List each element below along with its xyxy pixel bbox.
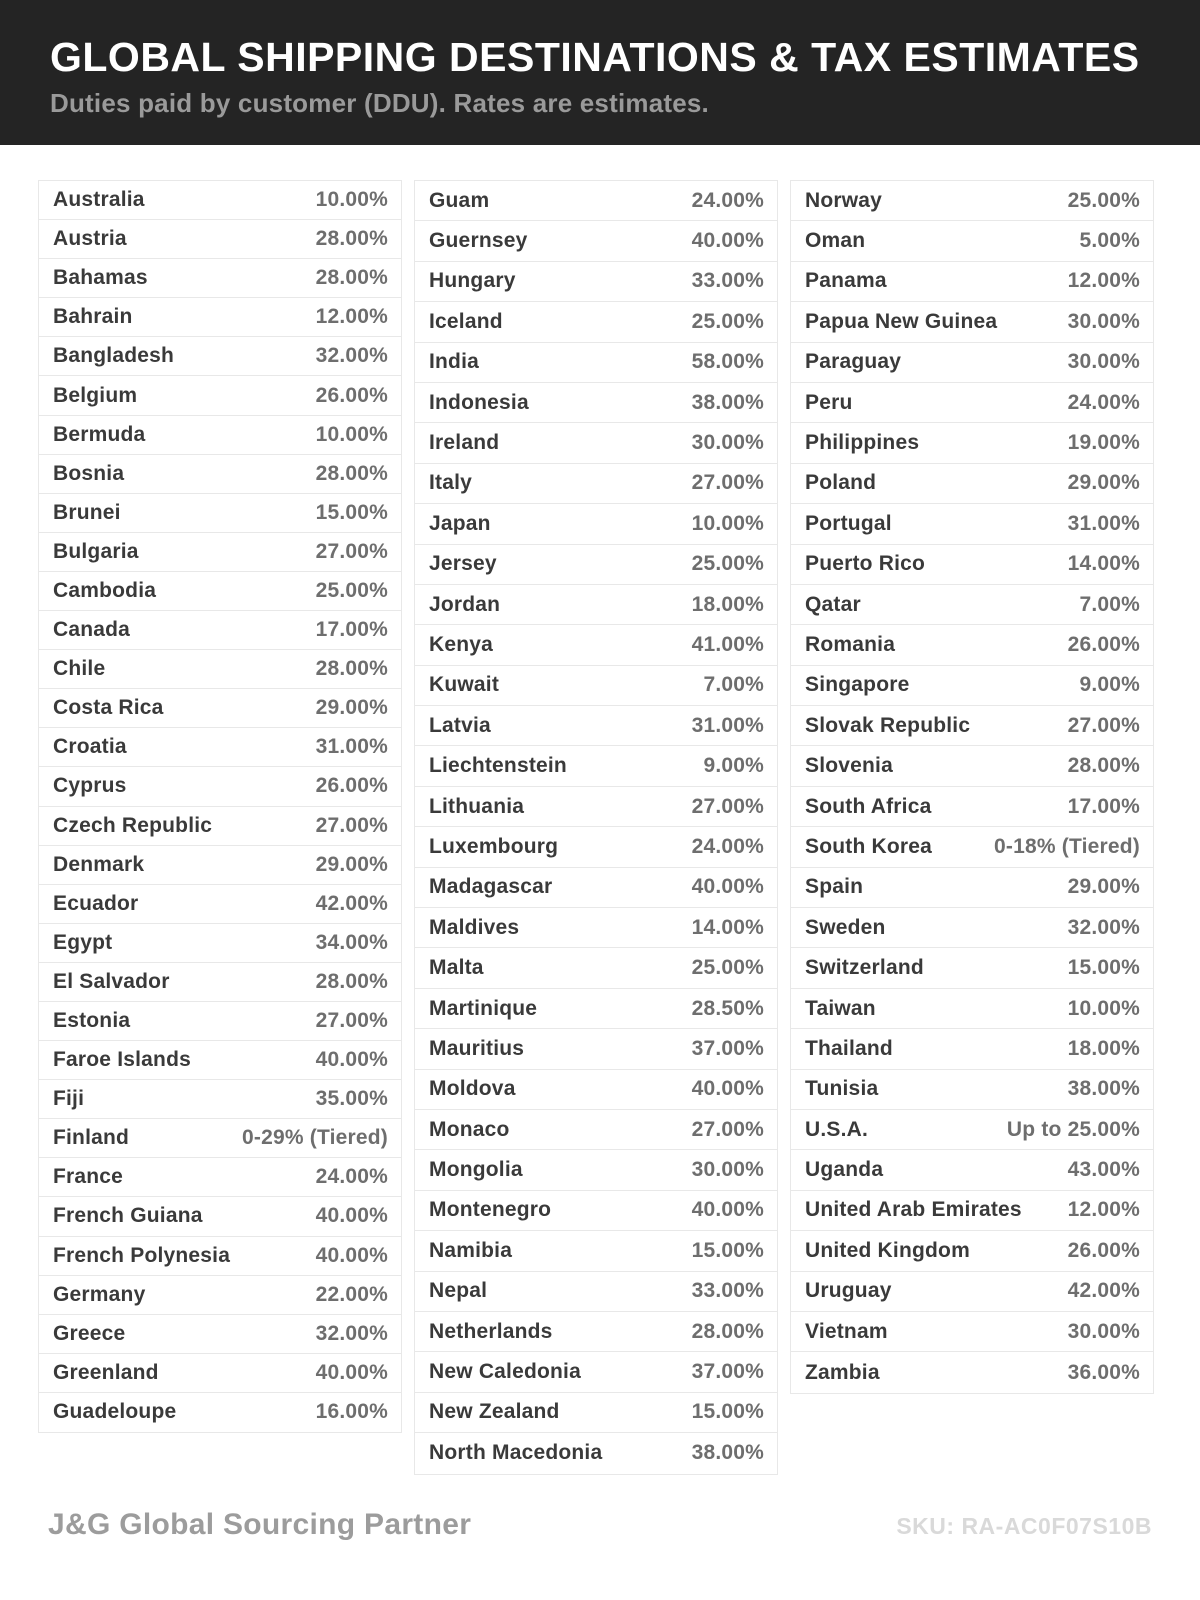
table-row xyxy=(39,572,401,611)
table-row xyxy=(791,625,1153,665)
table-row xyxy=(791,1231,1153,1271)
tax-rate: 27.00% xyxy=(315,813,388,837)
tax-rate-table xyxy=(38,180,1154,1475)
tax-rate: 28.50% xyxy=(691,996,764,1020)
country-name: French Polynesia xyxy=(53,1243,231,1267)
table-row xyxy=(39,181,401,220)
country-name: Peru xyxy=(805,390,853,414)
table-row xyxy=(39,885,401,924)
country-name: Japan xyxy=(429,511,491,535)
tax-rate: 15.00% xyxy=(1067,956,1140,980)
tax-rate: 31.00% xyxy=(315,735,388,759)
table-row xyxy=(415,908,777,948)
table-row xyxy=(415,262,777,302)
tax-rate: 27.00% xyxy=(315,1009,388,1033)
tax-rate: 15.00% xyxy=(691,1400,764,1424)
tax-rate: 35.00% xyxy=(315,1087,388,1111)
country-name: Luxembourg xyxy=(429,834,559,858)
table-row xyxy=(415,545,777,585)
tax-rate: 26.00% xyxy=(315,774,388,798)
table-row xyxy=(39,650,401,689)
table-row xyxy=(39,728,401,767)
tax-rate: 32.00% xyxy=(1067,915,1140,939)
country-name: Kuwait xyxy=(429,673,500,697)
table-row xyxy=(415,989,777,1029)
tax-rate: 24.00% xyxy=(691,188,764,212)
country-name: Mauritius xyxy=(429,1036,525,1060)
table-row xyxy=(791,746,1153,786)
country-name: Madagascar xyxy=(429,875,553,899)
table-row xyxy=(415,1150,777,1190)
tax-rate: 24.00% xyxy=(315,1165,388,1189)
country-name: Liechtenstein xyxy=(429,754,567,778)
country-name: U.S.A. xyxy=(805,1117,869,1141)
table-row xyxy=(791,948,1153,988)
country-name: Bangladesh xyxy=(53,344,175,368)
country-name: Maldives xyxy=(429,915,520,939)
country-name: Guam xyxy=(429,188,490,212)
tax-rate: 41.00% xyxy=(691,632,764,656)
tax-rate: 36.00% xyxy=(1067,1360,1140,1384)
table-row xyxy=(415,948,777,988)
table-row xyxy=(791,666,1153,706)
tax-rate: 0-18% (Tiered) xyxy=(994,834,1140,858)
header xyxy=(0,0,1200,145)
table-row xyxy=(39,1080,401,1119)
tax-rate: 27.00% xyxy=(691,471,764,495)
table-column-1 xyxy=(38,180,402,1433)
tax-rate: 17.00% xyxy=(1067,794,1140,818)
tax-rate: 15.00% xyxy=(315,500,388,524)
table-row xyxy=(791,1110,1153,1150)
tax-rate: 26.00% xyxy=(1067,632,1140,656)
country-name: Philippines xyxy=(805,431,920,455)
country-name: Faroe Islands xyxy=(53,1048,191,1072)
table-row xyxy=(791,302,1153,342)
country-name: Canada xyxy=(53,618,131,642)
tax-rate: 29.00% xyxy=(315,852,388,876)
tax-rate: 28.00% xyxy=(1067,754,1140,778)
country-name: Jersey xyxy=(429,552,497,576)
country-name: Ecuador xyxy=(53,891,139,915)
tax-rate: 40.00% xyxy=(691,229,764,253)
country-name: Singapore xyxy=(805,673,910,697)
table-row xyxy=(39,807,401,846)
table-row xyxy=(415,423,777,463)
country-name: North Macedonia xyxy=(429,1441,603,1465)
country-name: Greenland xyxy=(53,1360,159,1384)
country-name: Brunei xyxy=(53,500,121,524)
country-name: Guernsey xyxy=(429,229,528,253)
table-row xyxy=(791,585,1153,625)
tax-rate: 18.00% xyxy=(1067,1036,1140,1060)
tax-rate: 40.00% xyxy=(691,1077,764,1101)
tax-rate: 33.00% xyxy=(691,269,764,293)
country-name: Hungary xyxy=(429,269,516,293)
tax-rate: 26.00% xyxy=(315,383,388,407)
table-row xyxy=(415,585,777,625)
country-name: United Arab Emirates xyxy=(805,1198,1022,1222)
table-row xyxy=(39,689,401,728)
table-row xyxy=(39,767,401,806)
country-name: Spain xyxy=(805,875,864,899)
country-name: Sweden xyxy=(805,915,886,939)
tax-rate: 58.00% xyxy=(691,350,764,374)
tax-rate: 25.00% xyxy=(691,552,764,576)
table-row xyxy=(415,1231,777,1271)
tax-rate: 27.00% xyxy=(691,794,764,818)
tax-rate: 28.00% xyxy=(691,1319,764,1343)
country-name: United Kingdom xyxy=(805,1238,970,1262)
tax-rate: 37.00% xyxy=(691,1036,764,1060)
sku-text: SKU: RA-AC0F07S10B xyxy=(896,1513,1152,1539)
country-name: Mongolia xyxy=(429,1158,523,1182)
tax-rate: 25.00% xyxy=(1067,188,1140,212)
tax-rate: 28.00% xyxy=(315,461,388,485)
table-row xyxy=(415,1433,777,1473)
table-row xyxy=(39,1041,401,1080)
tax-rate: 42.00% xyxy=(315,891,388,915)
country-name: Costa Rica xyxy=(53,696,164,720)
country-name: Puerto Rico xyxy=(805,552,926,576)
country-name: Kenya xyxy=(429,632,494,656)
country-name: South Korea xyxy=(805,834,933,858)
tax-rate: 27.00% xyxy=(315,539,388,563)
country-name: Norway xyxy=(805,188,883,212)
table-row xyxy=(415,1191,777,1231)
tax-rate: 5.00% xyxy=(1079,229,1140,253)
table-row xyxy=(39,455,401,494)
country-name: Slovenia xyxy=(805,754,893,778)
table-row xyxy=(791,706,1153,746)
table-row xyxy=(791,1150,1153,1190)
table-row xyxy=(791,343,1153,383)
table-row xyxy=(415,1070,777,1110)
tax-rate: 18.00% xyxy=(691,592,764,616)
tax-rate: 25.00% xyxy=(315,578,388,602)
tax-rate: 7.00% xyxy=(1079,592,1140,616)
country-name: New Caledonia xyxy=(429,1360,581,1384)
table-row xyxy=(415,1393,777,1433)
country-name: Poland xyxy=(805,471,877,495)
country-name: Italy xyxy=(429,471,473,495)
table-row xyxy=(415,383,777,423)
country-name: Bosnia xyxy=(53,461,125,485)
tax-rate: 32.00% xyxy=(315,344,388,368)
table-row xyxy=(415,1272,777,1312)
tax-rate: 10.00% xyxy=(691,511,764,535)
table-row xyxy=(415,504,777,544)
tax-rate: 40.00% xyxy=(691,875,764,899)
country-name: El Salvador xyxy=(53,969,170,993)
tax-rate: 27.00% xyxy=(1067,713,1140,737)
country-name: Chile xyxy=(53,657,106,681)
table-row xyxy=(791,383,1153,423)
table-row xyxy=(791,827,1153,867)
table-row xyxy=(791,908,1153,948)
table-row xyxy=(415,666,777,706)
tax-rate: 19.00% xyxy=(1067,431,1140,455)
table-row xyxy=(415,1029,777,1069)
country-name: Bahamas xyxy=(53,266,148,290)
tax-rate: 34.00% xyxy=(315,930,388,954)
table-row xyxy=(415,343,777,383)
tax-rate: 17.00% xyxy=(315,618,388,642)
table-row xyxy=(39,924,401,963)
table-row xyxy=(39,1276,401,1315)
country-name: Cambodia xyxy=(53,578,157,602)
country-name: Netherlands xyxy=(429,1319,553,1343)
table-row xyxy=(791,504,1153,544)
tax-rate: 40.00% xyxy=(691,1198,764,1222)
country-name: Lithuania xyxy=(429,794,525,818)
tax-rate: 15.00% xyxy=(691,1238,764,1262)
tax-rate: 25.00% xyxy=(691,956,764,980)
tax-rate: 10.00% xyxy=(315,188,388,212)
country-name: Bahrain xyxy=(53,305,133,329)
tax-rate: 40.00% xyxy=(315,1204,388,1228)
tax-rate: 38.00% xyxy=(691,390,764,414)
tax-rate: 33.00% xyxy=(691,1279,764,1303)
page-title: GLOBAL SHIPPING DESTINATIONS & TAX ESTIMATES xyxy=(50,34,1140,80)
table-row xyxy=(39,1315,401,1354)
country-name: Germany xyxy=(53,1282,146,1306)
table-row xyxy=(39,416,401,455)
tax-rate: 30.00% xyxy=(691,431,764,455)
table-row xyxy=(791,464,1153,504)
table-row xyxy=(415,827,777,867)
table-row xyxy=(415,1110,777,1150)
table-row xyxy=(791,1312,1153,1352)
table-row xyxy=(39,220,401,259)
table-row xyxy=(415,1312,777,1352)
tax-rate: 24.00% xyxy=(691,834,764,858)
tax-rate: 43.00% xyxy=(1067,1158,1140,1182)
tax-rate: 30.00% xyxy=(1067,1319,1140,1343)
country-name: Czech Republic xyxy=(53,813,213,837)
country-name: Cyprus xyxy=(53,774,127,798)
table-row xyxy=(39,376,401,415)
table-row xyxy=(791,1029,1153,1069)
country-name: Montenegro xyxy=(429,1198,552,1222)
table-row xyxy=(791,1191,1153,1231)
table-column-3 xyxy=(790,180,1154,1394)
tax-rate: 27.00% xyxy=(691,1117,764,1141)
table-row xyxy=(39,963,401,1002)
table-row xyxy=(791,1352,1153,1392)
table-row xyxy=(415,625,777,665)
tax-rate: 28.00% xyxy=(315,657,388,681)
country-name: French Guiana xyxy=(53,1204,203,1228)
country-name: South Africa xyxy=(805,794,932,818)
country-name: Panama xyxy=(805,269,887,293)
table-row xyxy=(791,262,1153,302)
tax-rate: 26.00% xyxy=(1067,1238,1140,1262)
table-row xyxy=(415,706,777,746)
table-row xyxy=(39,1393,401,1432)
table-row xyxy=(791,181,1153,221)
country-name: Portugal xyxy=(805,511,892,535)
footer xyxy=(48,1508,1152,1542)
table-row xyxy=(791,868,1153,908)
country-name: Qatar xyxy=(805,592,861,616)
table-row xyxy=(791,989,1153,1029)
country-name: Egypt xyxy=(53,930,113,954)
tax-rate: 28.00% xyxy=(315,969,388,993)
table-row xyxy=(39,533,401,572)
tax-rate: 12.00% xyxy=(1067,269,1140,293)
country-name: Ireland xyxy=(429,431,500,455)
country-name: Estonia xyxy=(53,1009,131,1033)
table-row xyxy=(791,1272,1153,1312)
tax-rate: 31.00% xyxy=(691,713,764,737)
country-name: Monaco xyxy=(429,1117,510,1141)
brand-text: J&G Global Sourcing Partner xyxy=(48,1508,472,1541)
tax-rate: 40.00% xyxy=(315,1243,388,1267)
table-row xyxy=(39,1197,401,1236)
country-name: Fiji xyxy=(53,1087,85,1111)
country-name: Iceland xyxy=(429,309,503,333)
country-name: Croatia xyxy=(53,735,127,759)
country-name: Uruguay xyxy=(805,1279,892,1303)
country-name: Zambia xyxy=(805,1360,880,1384)
country-name: Australia xyxy=(53,188,145,212)
country-name: Martinique xyxy=(429,996,538,1020)
country-name: India xyxy=(429,350,480,374)
table-row xyxy=(39,298,401,337)
country-name: Bulgaria xyxy=(53,539,139,563)
tax-rate: 28.00% xyxy=(315,227,388,251)
country-name: France xyxy=(53,1165,124,1189)
country-name: Austria xyxy=(53,227,127,251)
tax-rate: 38.00% xyxy=(1067,1077,1140,1101)
table-row xyxy=(39,259,401,298)
country-name: Tunisia xyxy=(805,1077,879,1101)
tax-rate: 10.00% xyxy=(1067,996,1140,1020)
tax-rate: 25.00% xyxy=(691,309,764,333)
tax-rate: 29.00% xyxy=(315,696,388,720)
table-row xyxy=(415,302,777,342)
country-name: Jordan xyxy=(429,592,501,616)
country-name: Paraguay xyxy=(805,350,902,374)
table-row xyxy=(791,423,1153,463)
table-row xyxy=(415,181,777,221)
table-row xyxy=(415,464,777,504)
table-row xyxy=(39,1119,401,1158)
tax-rate: 38.00% xyxy=(691,1441,764,1465)
tax-rate: 9.00% xyxy=(1079,673,1140,697)
table-row xyxy=(791,1070,1153,1110)
tax-rate: 14.00% xyxy=(1067,552,1140,576)
tax-rate: 37.00% xyxy=(691,1360,764,1384)
country-name: Romania xyxy=(805,632,896,656)
table-row xyxy=(39,1237,401,1276)
tax-rate: 16.00% xyxy=(315,1400,388,1424)
country-name: Guadeloupe xyxy=(53,1400,177,1424)
country-name: Uganda xyxy=(805,1158,884,1182)
tax-rate: 7.00% xyxy=(703,673,764,697)
table-row xyxy=(415,787,777,827)
table-row xyxy=(39,337,401,376)
country-name: Vietnam xyxy=(805,1319,888,1343)
table-row xyxy=(39,1354,401,1393)
table-row xyxy=(39,611,401,650)
tax-rate: Up to 25.00% xyxy=(1006,1117,1140,1141)
tax-rate: 22.00% xyxy=(315,1282,388,1306)
table-row xyxy=(791,545,1153,585)
country-name: Denmark xyxy=(53,852,145,876)
country-name: Latvia xyxy=(429,713,491,737)
tax-rate: 31.00% xyxy=(1067,511,1140,535)
country-name: Belgium xyxy=(53,383,138,407)
country-name: Taiwan xyxy=(805,996,876,1020)
country-name: Switzerland xyxy=(805,956,924,980)
tax-rate: 29.00% xyxy=(1067,875,1140,899)
table-row xyxy=(39,846,401,885)
table-row xyxy=(415,746,777,786)
tax-rate: 30.00% xyxy=(1067,309,1140,333)
tax-rate: 10.00% xyxy=(315,422,388,446)
tax-rate: 29.00% xyxy=(1067,471,1140,495)
tax-rate: 24.00% xyxy=(1067,390,1140,414)
tax-rate: 12.00% xyxy=(315,305,388,329)
table-row xyxy=(791,221,1153,261)
country-name: Malta xyxy=(429,956,484,980)
table-row xyxy=(39,1002,401,1041)
country-name: Papua New Guinea xyxy=(805,309,998,333)
country-name: Namibia xyxy=(429,1238,513,1262)
table-column-2 xyxy=(414,180,778,1475)
tax-rate: 40.00% xyxy=(315,1360,388,1384)
tax-rate: 14.00% xyxy=(691,915,764,939)
country-name: Bermuda xyxy=(53,422,146,446)
country-name: Moldova xyxy=(429,1077,516,1101)
page-subtitle: Duties paid by customer (DDU). Rates are estimates. xyxy=(50,88,709,119)
table-row xyxy=(415,868,777,908)
country-name: Nepal xyxy=(429,1279,488,1303)
country-name: Slovak Republic xyxy=(805,713,971,737)
country-name: Oman xyxy=(805,229,866,253)
tax-rate: 30.00% xyxy=(1067,350,1140,374)
table-row xyxy=(39,1158,401,1197)
country-name: Finland xyxy=(53,1126,130,1150)
country-name: Indonesia xyxy=(429,390,529,414)
country-name: New Zealand xyxy=(429,1400,560,1424)
tax-rate: 9.00% xyxy=(703,754,764,778)
tax-rate: 12.00% xyxy=(1067,1198,1140,1222)
table-row xyxy=(415,221,777,261)
tax-rate: 32.00% xyxy=(315,1321,388,1345)
country-name: Greece xyxy=(53,1321,126,1345)
table-row xyxy=(415,1352,777,1392)
table-row xyxy=(791,787,1153,827)
table-row xyxy=(39,494,401,533)
tax-rate: 0-29% (Tiered) xyxy=(242,1126,388,1150)
country-name: Thailand xyxy=(805,1036,893,1060)
tax-rate: 28.00% xyxy=(315,266,388,290)
tax-rate: 30.00% xyxy=(691,1158,764,1182)
tax-rate: 42.00% xyxy=(1067,1279,1140,1303)
tax-rate: 40.00% xyxy=(315,1048,388,1072)
